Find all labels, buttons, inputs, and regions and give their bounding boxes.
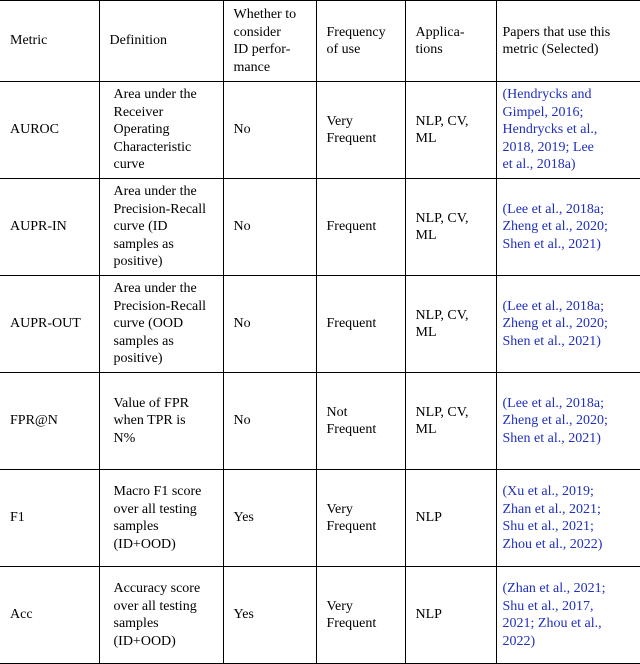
header-id-performance: Whether to consider ID perfor- mance	[223, 1, 316, 82]
metric-frequency: Very Frequent	[316, 470, 405, 567]
metric-applications: NLP, CV, ML	[405, 373, 496, 470]
metric-name: AUROC	[0, 82, 99, 179]
metric-applications: NLP, CV, ML	[405, 82, 496, 179]
metric-name: F1	[0, 470, 99, 567]
table-row	[0, 82, 640, 179]
header-papers: Papers that use this metric (Selected)	[496, 1, 640, 82]
header-definition: Definition	[99, 1, 223, 82]
table-row	[0, 567, 640, 664]
header-metric: Metric	[0, 1, 99, 82]
metric-papers-citations[interactable]: (Lee et al., 2018a; Zheng et al., 2020; Shen et al., 2021)	[496, 373, 640, 470]
metric-definition: Area under the Receiver Operating Characteristic curve	[99, 82, 223, 179]
metric-name: AUPR-IN	[0, 179, 99, 276]
table-row	[0, 470, 640, 567]
header-frequency: Frequency of use	[316, 1, 405, 82]
metric-frequency: Very Frequent	[316, 567, 405, 664]
metric-papers-citations[interactable]: (Lee et al., 2018a; Zheng et al., 2020; Shen et al., 2021)	[496, 276, 640, 373]
header-applications: Applica- tions	[405, 1, 496, 82]
metric-name: Acc	[0, 567, 99, 664]
metric-frequency: Not Frequent	[316, 373, 405, 470]
metric-definition: Area under the Precision-Recall curve (OOD samples as positive)	[99, 276, 223, 373]
metric-definition: Value of FPR when TPR is N%	[99, 373, 223, 470]
metric-id-performance: Yes	[223, 567, 316, 664]
metric-frequency: Frequent	[316, 179, 405, 276]
metric-papers-citations[interactable]: (Xu et al., 2019; Zhan et al., 2021; Shu et al., 2021; Zhou et al., 2022)	[496, 470, 640, 567]
table-row	[0, 373, 640, 470]
metric-definition: Macro F1 score over all testing samples (ID+OOD)	[99, 470, 223, 567]
metric-id-performance: Yes	[223, 470, 316, 567]
metric-papers-citations[interactable]: (Lee et al., 2018a; Zheng et al., 2020; Shen et al., 2021)	[496, 179, 640, 276]
metric-applications: NLP	[405, 567, 496, 664]
metric-name: FPR@N	[0, 373, 99, 470]
metric-id-performance: No	[223, 82, 316, 179]
metric-id-performance: No	[223, 373, 316, 470]
metric-applications: NLP, CV, ML	[405, 276, 496, 373]
metric-id-performance: No	[223, 179, 316, 276]
metric-definition: Area under the Precision-Recall curve (ID samples as positive)	[99, 179, 223, 276]
table-row	[0, 179, 640, 276]
metric-papers-citations[interactable]: (Hendrycks and Gimpel, 2016; Hendrycks et al., 2018, 2019; Lee et al., 2018a)	[496, 82, 640, 179]
metric-applications: NLP, CV, ML	[405, 179, 496, 276]
metric-applications: NLP	[405, 470, 496, 567]
metric-frequency: Frequent	[316, 276, 405, 373]
metric-definition: Accuracy score over all testing samples (ID+OOD)	[99, 567, 223, 664]
metric-papers-citations[interactable]: (Zhan et al., 2021; Shu et al., 2017, 2021; Zhou et al., 2022)	[496, 567, 640, 664]
metric-frequency: Very Frequent	[316, 82, 405, 179]
table-header-row	[0, 1, 640, 82]
table-row	[0, 276, 640, 373]
metric-name: AUPR-OUT	[0, 276, 99, 373]
metric-id-performance: No	[223, 276, 316, 373]
